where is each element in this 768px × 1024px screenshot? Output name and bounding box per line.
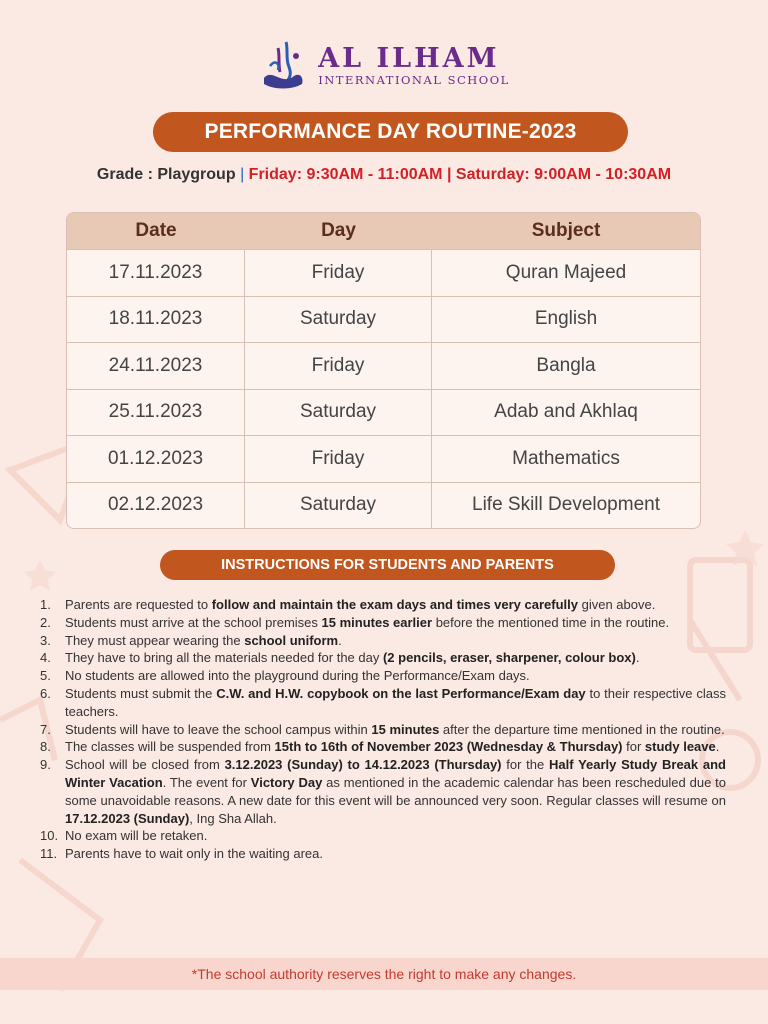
separator: | [240,166,245,183]
list-item [40,845,726,863]
cell-subject: Life Skill Development [472,494,660,516]
cell-subject: Adab and Akhlaq [494,401,638,423]
table-row [67,482,700,529]
cell-date: 17.11.2023 [67,250,245,296]
grade-label: Grade : Playgroup [96,166,236,183]
list-item-number: 3. [40,632,51,648]
header-date: Date [135,220,177,241]
cell-date: 18.11.2023 [67,297,245,343]
saturday-time: Saturday: 9:00AM - 10:30AM [455,166,672,183]
header-day: Day [321,220,356,241]
routine-table [66,212,701,529]
list-item-number: 1. [40,597,51,612]
list-item-text: No exam will be retaken. [65,828,208,844]
list-item-text: School will be closed from 3.12.2023 (Sunday) to 14.12.2023 (Thursday) for the Half Yearly Study Break and Winter Vacation. The event for Victory Day as mentioned in the academic calendar has been rescheduled due to some unavoidable reasons. A new date for this event will be announced very soon. Regular classes will resume on 17.12.2023 (Sunday), Ing Sha Allah. [65,757,726,826]
list-item [40,614,726,632]
cell-day: Saturday [245,297,432,343]
list-item-number: 7. [40,721,51,737]
list-item [40,632,726,650]
table-row [67,435,700,482]
cell-day: Friday [245,436,432,482]
list-item [40,721,726,739]
list-item-number: 11. [40,846,58,862]
cell-day: Saturday [245,483,432,529]
grade-schedule-line [0,166,768,184]
list-item-text: Students must submit the C.W. and H.W. copybook on the last Performance/Exam day to their respective class teachers. [65,685,726,719]
list-item-text: Parents have to wait only in the waiting area. [65,846,323,862]
list-item-text: They must appear wearing the school uniform. [65,632,342,648]
table-header-row [67,213,700,249]
list-item-number: 4. [40,650,51,666]
cell-date: 24.11.2023 [67,343,245,389]
list-item [40,738,726,756]
footer-note: *The school authority reserves the right to make any changes. [0,958,768,990]
cell-subject: Mathematics [512,447,620,469]
cell-day: Saturday [245,390,432,436]
list-item [40,685,726,721]
table-row [67,342,700,389]
instructions-list [40,596,726,863]
table-row [67,296,700,343]
cell-subject: English [534,308,598,330]
list-item [40,756,726,827]
separator: | [446,166,452,183]
cell-subject: Bangla [536,354,596,376]
header-subject: Subject [531,220,601,241]
list-item [40,667,726,685]
cell-day: Friday [245,343,432,389]
list-item-number: 8. [40,739,51,755]
calligraphy-logo-icon [258,38,308,92]
list-item-text: Students must arrive at the school premises 15 minutes earlier before the mentioned time in the routine. [65,614,670,630]
school-header [0,38,768,92]
list-item [40,827,726,845]
list-item-text: Parents are requested to follow and maintain the exam days and times very carefully given above. [65,597,656,612]
list-item-number: 2. [40,614,51,630]
list-item-number: 10. [40,828,59,844]
school-name: AL ILHAM [318,42,500,74]
cell-subject: Quran Majeed [505,261,627,283]
table-row [67,389,700,436]
list-item-number: 5. [40,668,51,684]
instructions-title: INSTRUCTIONS FOR STUDENTS AND PARENTS [160,550,615,580]
cell-date: 25.11.2023 [67,390,245,436]
list-item [40,649,726,667]
cell-date: 02.12.2023 [67,483,245,529]
list-item [40,596,726,614]
table-row [67,249,700,296]
cell-date: 01.12.2023 [67,436,245,482]
cell-day: Friday [245,250,432,296]
list-item-number: 9. [40,757,51,773]
page-title: PERFORMANCE DAY ROUTINE-2023 [153,112,628,152]
list-item-text: The classes will be suspended from 15th to 16th of November 2023 (Wednesday & Thursday) for study leave. [65,739,720,755]
list-item-text: They have to bring all the materials needed for the day (2 pencils, eraser, sharpener, colour box). [65,650,640,666]
list-item-text: Students will have to leave the school campus within 15 minutes after the departure time mentioned in the routine. [65,721,725,737]
list-item-text: No students are allowed into the playground during the Performance/Exam days. [65,668,530,684]
school-subtitle: INTERNATIONAL SCHOOL [318,72,510,87]
friday-time: Friday: 9:30AM - 11:00AM [248,166,443,183]
list-item-number: 6. [40,685,51,701]
